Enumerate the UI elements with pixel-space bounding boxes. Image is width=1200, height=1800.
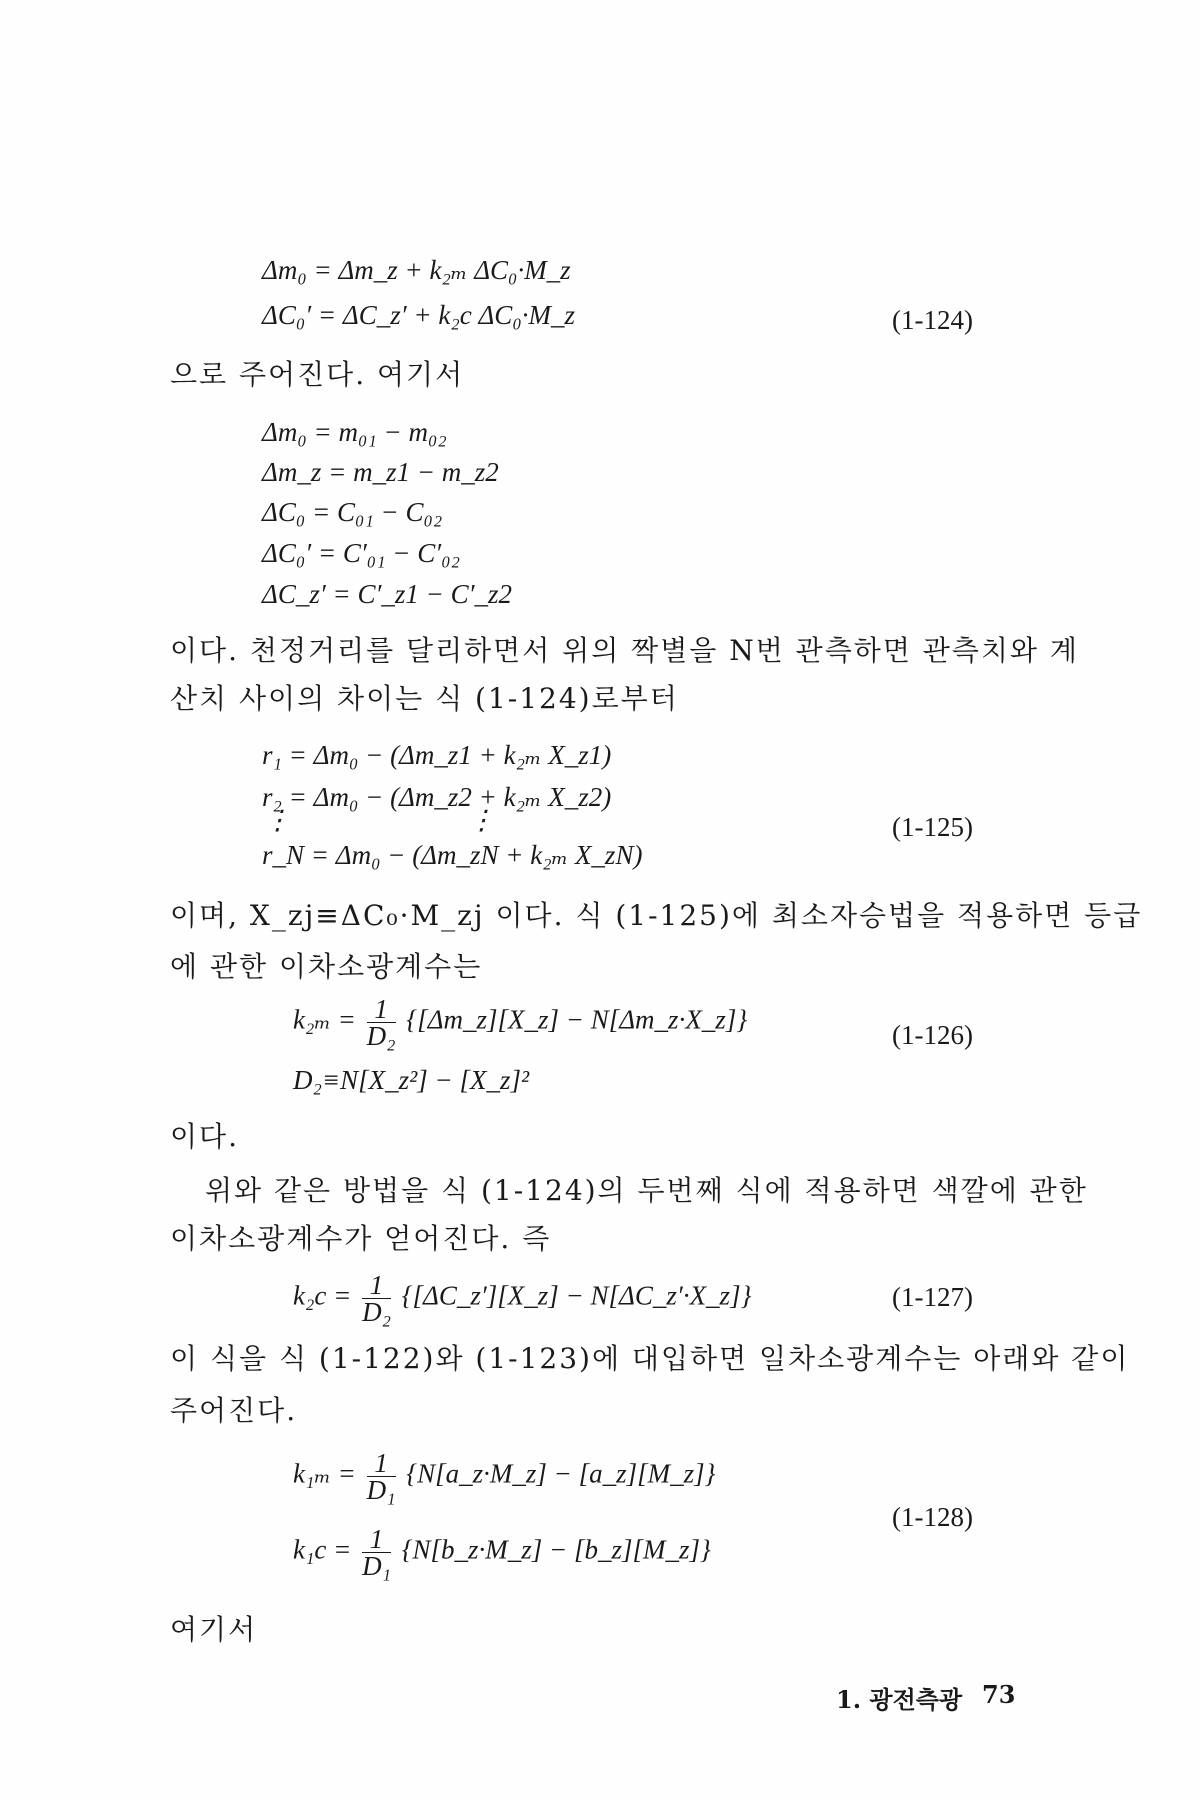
paragraph-text-4: 이다. bbox=[170, 1120, 239, 1153]
equation-1-125-rN: r_N = Δm₀ − (Δm_zN + k₂ₘ X_zN) bbox=[262, 840, 643, 870]
equation-1-127-fraction bbox=[362, 1272, 391, 1325]
page-number: 73 bbox=[982, 1680, 1016, 1709]
paragraph-text-5-line-2: 이차소광계수가 얻어진다. 즉 bbox=[170, 1222, 552, 1255]
footer-section-title: 1. 광전측광 bbox=[836, 1685, 963, 1714]
paragraph-text-7: 여기서 bbox=[170, 1613, 258, 1646]
equation-1-126-lhs: k₂ₘ = bbox=[293, 1004, 356, 1035]
definition-3: ΔC₀ = C₀₁ − C₀₂ bbox=[262, 497, 443, 527]
fraction-denominator: D₂ bbox=[366, 1021, 396, 1051]
equation-1-128-rhs-1: {N[a_z·M_z] − [a_z][M_z]} bbox=[406, 1458, 716, 1489]
equation-1-125-r1: r₁ = Δm₀ − (Δm_z1 + k₂ₘ X_z1) bbox=[262, 740, 612, 770]
equation-1-127-rhs: {[ΔC_z′][X_z] − N[ΔC_z′·X_z]} bbox=[401, 1280, 752, 1311]
equation-1-128-line-1 bbox=[293, 1450, 715, 1503]
fraction-denominator: D₂ bbox=[362, 1297, 391, 1327]
definition-4: ΔC₀′ = C′₀₁ − C′₀₂ bbox=[262, 538, 460, 568]
equation-number-1-124: (1-124) bbox=[892, 305, 973, 335]
equation-1-125-dots-left: ⋮ bbox=[264, 805, 291, 835]
equation-number-1-128: (1-128) bbox=[892, 1502, 973, 1532]
equation-number-1-125: (1-125) bbox=[892, 812, 973, 842]
paragraph-text-2-line-1: 이다. 천정거리를 달리하면서 위의 짝별을 N번 관측하면 관측치와 계 bbox=[170, 634, 1079, 667]
equation-1-127 bbox=[293, 1272, 751, 1325]
equation-1-128-rhs-2: {N[b_z·M_z] − [b_z][M_z]} bbox=[401, 1534, 711, 1565]
fraction-denominator: D₁ bbox=[366, 1475, 396, 1505]
equation-1-128-lhs-1: k₁ₘ = bbox=[293, 1458, 356, 1489]
equation-1-128-fraction-2 bbox=[362, 1526, 391, 1579]
definition-1: Δm₀ = m₀₁ − m₀₂ bbox=[262, 417, 447, 447]
equation-number-1-127: (1-127) bbox=[892, 1282, 973, 1312]
equation-1-128-lhs-2: k₁c = bbox=[293, 1534, 352, 1565]
equation-1-128-fraction-1 bbox=[367, 1450, 396, 1503]
fraction-numerator: 1 bbox=[362, 1272, 391, 1299]
definition-2: Δm_z = m_z1 − m_z2 bbox=[262, 457, 499, 487]
fraction-numerator: 1 bbox=[367, 1450, 396, 1477]
paragraph-text-5-line-1: 위와 같은 방법을 식 (1-124)의 두번째 식에 적용하면 색깔에 관한 bbox=[205, 1174, 1088, 1207]
equation-1-124-line-2: ΔC₀′ = ΔC_z′ + k₂c ΔC₀·M_z bbox=[262, 300, 575, 330]
equation-number-1-126: (1-126) bbox=[892, 1020, 973, 1050]
equation-1-125-r2: r₂ = Δm₀ − (Δm_z2 + k₂ₘ X_z2) bbox=[262, 782, 612, 812]
fraction-numerator: 1 bbox=[367, 996, 396, 1023]
equation-1-126-rhs: {[Δm_z][X_z] − N[Δm_z·X_z]} bbox=[406, 1004, 748, 1035]
paragraph-text-6-line-2: 주어진다. bbox=[170, 1394, 298, 1427]
equation-1-126-line-2: D₂≡N[X_z²] − [X_z]² bbox=[293, 1065, 530, 1095]
fraction-denominator: D₁ bbox=[362, 1551, 391, 1581]
definition-5: ΔC_z′ = C′_z1 − C′_z2 bbox=[262, 579, 513, 609]
paragraph-text-1: 으로 주어진다. 여기서 bbox=[170, 358, 465, 391]
equation-1-126-line-1 bbox=[293, 996, 747, 1049]
paragraph-text-6-line-1: 이 식을 식 (1-122)와 (1-123)에 대입하면 일차소광계수는 아래와 같이 bbox=[170, 1342, 1130, 1375]
equation-1-128-line-2 bbox=[293, 1526, 711, 1579]
equation-1-127-lhs: k₂c = bbox=[293, 1280, 352, 1311]
equation-1-125-dots-right: ⋮ bbox=[468, 805, 495, 835]
equation-1-126-fraction bbox=[367, 996, 396, 1049]
equation-1-124-line-1: Δm₀ = Δm_z + k₂ₘ ΔC₀·M_z bbox=[262, 255, 571, 285]
fraction-numerator: 1 bbox=[362, 1526, 391, 1553]
paragraph-text-2-line-2: 산치 사이의 차이는 식 (1-124)로부터 bbox=[170, 682, 679, 715]
paragraph-text-3-line-2: 에 관한 이차소광계수는 bbox=[170, 950, 483, 983]
paragraph-text-3-line-1: 이며, X_zj≡ΔC₀·M_zj 이다. 식 (1-125)에 최소자승법을 적용하면 등급 bbox=[170, 899, 1143, 932]
